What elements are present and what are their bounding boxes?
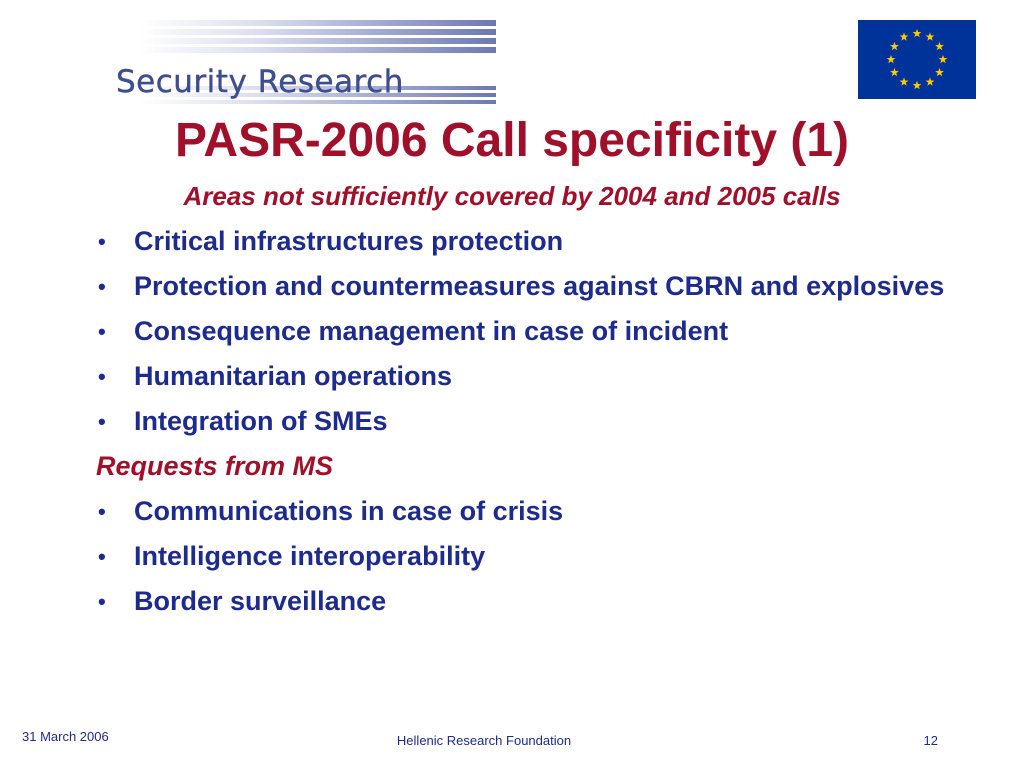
list-item-text: Intelligence interoperability: [134, 541, 486, 571]
list-item-text: Humanitarian operations: [134, 361, 453, 391]
slide-title: PASR-2006 Call specificity (1): [174, 114, 850, 167]
list-item: [96, 269, 956, 304]
list-item-text: Protection and countermeasures against CBRN and explosives: [134, 271, 945, 301]
bullet-list-requests: [96, 494, 956, 619]
bullet-marker: •: [98, 319, 106, 344]
security-research-logo: [110, 20, 496, 108]
list-item: [96, 404, 956, 439]
bullet-marker: •: [98, 499, 106, 524]
bullet-marker: •: [98, 544, 106, 569]
list-item-text: Integration of SMEs: [134, 406, 388, 436]
list-item: [96, 314, 956, 349]
bullet-marker: •: [98, 409, 106, 434]
logo-text: Security Research: [116, 64, 404, 100]
footer-date: 31 March 2006: [22, 729, 109, 744]
list-item: [96, 224, 956, 259]
list-item-text: Border surveillance: [134, 586, 387, 616]
bullet-marker: •: [98, 274, 106, 299]
bullet-marker: •: [98, 229, 106, 254]
page-number: 12: [923, 733, 938, 748]
slide-subtitle: Areas not sufficiently covered by 2004 and 2005 calls: [183, 181, 841, 211]
bullet-marker: •: [98, 589, 106, 614]
list-item-text: Consequence management in case of incident: [134, 316, 729, 346]
list-item: [96, 539, 956, 574]
section-heading: Requests from MS: [96, 451, 334, 481]
list-item-text: Communications in case of crisis: [134, 496, 564, 526]
bullet-marker: •: [98, 364, 106, 389]
list-item: [96, 359, 956, 394]
eu-flag-icon: [858, 20, 976, 99]
list-item: [96, 584, 956, 619]
list-item: [96, 494, 956, 529]
slide-content: [96, 224, 956, 629]
list-item-text: Critical infrastructures protection: [134, 226, 564, 256]
footer-organization: Hellenic Research Foundation: [396, 733, 572, 748]
bullet-list-areas: [96, 224, 956, 439]
